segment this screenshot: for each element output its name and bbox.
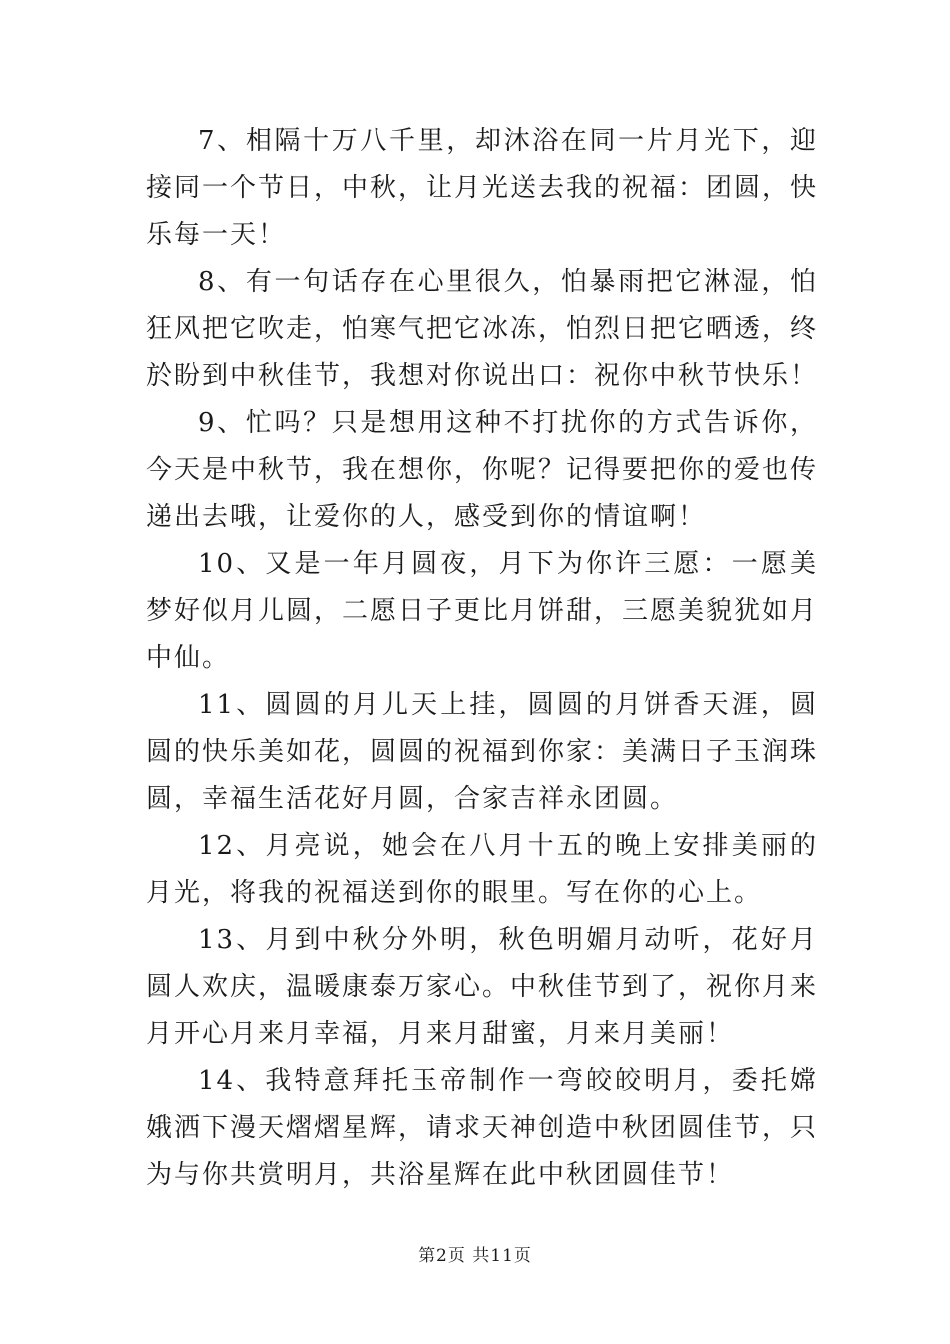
paragraph-8: 8、有一句话存在心里很久，怕暴雨把它淋湿，怕狂风把它吹走，怕寒气把它冰冻，怕烈日把它晒透，终於盼到中秋佳节，我想对你说出口：祝你中秋节快乐！ bbox=[146, 267, 819, 391]
paragraph-13: 13、月到中秋分外明，秋色明媚月动听，花好月圆人欢庆，温暖康泰万家心。中秋佳节到了，祝你月来月开心月来月幸福，月来月甜蜜，月来月美丽！ bbox=[146, 925, 819, 1049]
paragraph-11: 11、圆圆的月儿天上挂，圆圆的月饼香天涯，圆圆的快乐美如花，圆圆的祝福到你家：美满日子玉润珠圆，幸福生活花好月圆，合家吉祥永团圆。 bbox=[146, 690, 819, 814]
page-number-footer: 第2页 共11页 bbox=[418, 1246, 532, 1266]
paragraph-9: 9、忙吗？只是想用这种不打扰你的方式告诉你，今天是中秋节，我在想你，你呢？记得要把你的爱也传递出去哦，让爱你的人，感受到你的情谊啊！ bbox=[146, 408, 819, 532]
paragraph-14: 14、我特意拜托玉帝制作一弯皎皎明月，委托嫦娥洒下漫天熠熠星辉，请求天神创造中秋团圆佳节，只为与你共赏明月，共浴星辉在此中秋团圆佳节！ bbox=[146, 1066, 819, 1190]
paragraph-7: 7、相隔十万八千里，却沐浴在同一片月光下，迎接同一个节日，中秋，让月光送去我的祝福：团圆，快乐每一天！ bbox=[146, 126, 819, 250]
paragraph-10: 10、又是一年月圆夜，月下为你许三愿：一愿美梦好似月儿圆，二愿日子更比月饼甜，三愿美貌犹如月中仙。 bbox=[146, 549, 819, 673]
paragraph-12: 12、月亮说，她会在八月十五的晚上安排美丽的月光，将我的祝福送到你的眼里。写在你的心上。 bbox=[146, 831, 818, 908]
document-body bbox=[146, 118, 818, 1199]
